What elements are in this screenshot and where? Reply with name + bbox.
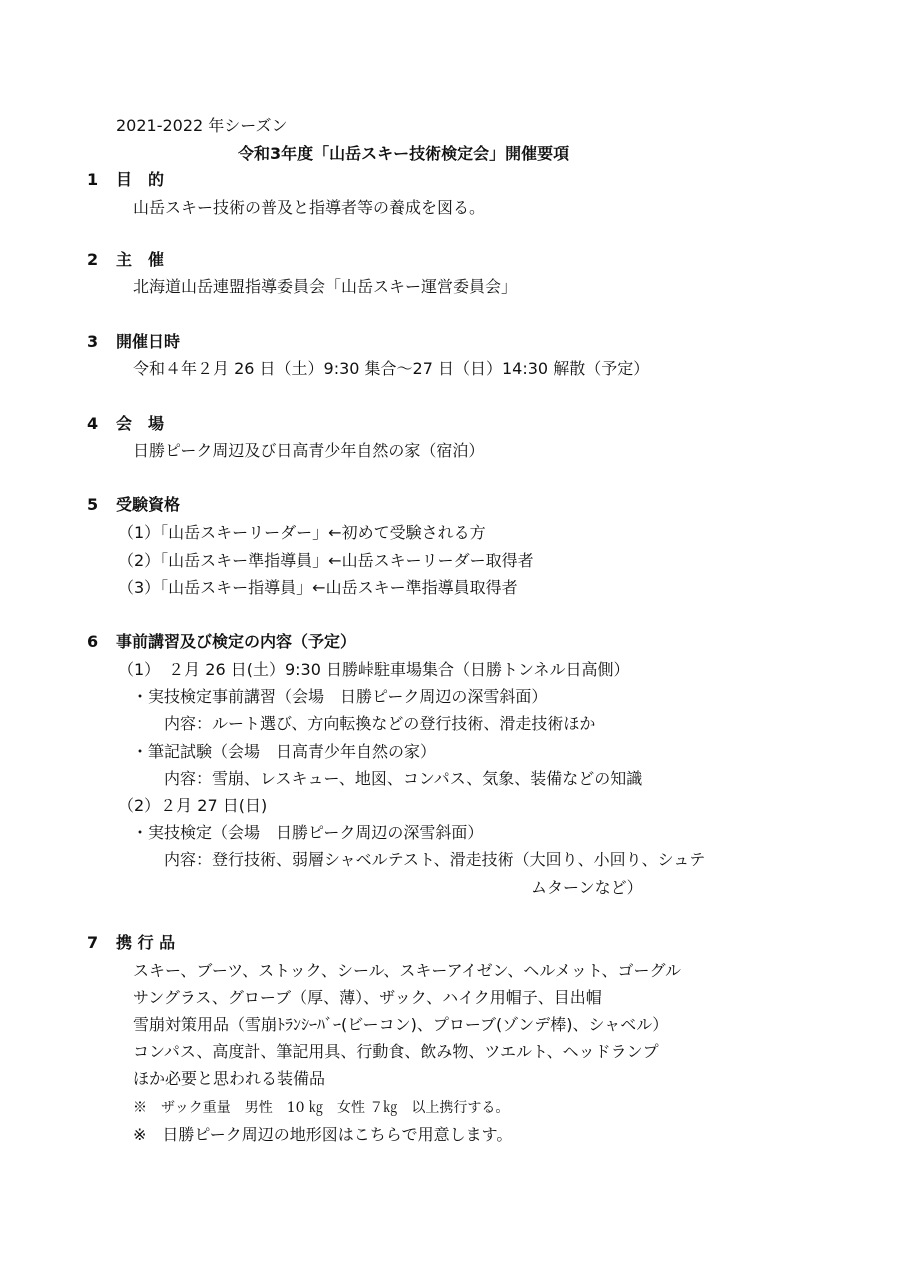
section-6-line: （2）２月 27 日(日): [118, 796, 268, 815]
section-6-line: ムターンなど）: [531, 878, 643, 897]
section-7-line: 雪崩対策用品（雪崩ﾄﾗﾝｼｰﾊﾞｰ(ビーコン)、プローブ(ゾンデ棒)、シャベル）: [133, 1015, 669, 1034]
section-1-line: 山岳スキー技術の普及と指導者等の養成を図る。: [133, 198, 486, 217]
section-5-heading: 受験資格: [116, 495, 181, 514]
section-4-number: 4: [87, 414, 99, 433]
section-7-note: ※ 日勝ピーク周辺の地形図はこちらで用意します。: [133, 1125, 513, 1144]
section-3-line: 令和４年２月 26 日（土）9:30 集合～27 日（日）14:30 解散（予定）: [133, 359, 650, 378]
section-7-heading: 携 行 品: [116, 933, 176, 952]
section-3-heading: 開催日時: [116, 332, 181, 351]
section-6-line: ・実技検定（会場 日勝ピーク周辺の深雪斜面）: [132, 823, 484, 842]
section-6-number: 6: [87, 632, 99, 651]
section-7-number: 7: [87, 933, 99, 952]
section-7-note: ※ ザック重量 男性 10 ㎏ 女性 ７㎏ 以上携行する。: [133, 1100, 510, 1116]
section-2-line: 北海道山岳連盟指導委員会「山岳スキー運営委員会」: [133, 277, 518, 296]
section-7-line: サングラス、グローブ（厚、薄）、ザック、ハイク用帽子、目出帽: [133, 988, 602, 1007]
section-6-line: （1） ２月 26 日(土）9:30 日勝峠駐車場集合（日勝トンネル日高側）: [118, 660, 630, 679]
section-4-line: 日勝ピーク周辺及び日高青少年自然の家（宿泊）: [133, 441, 485, 460]
section-7-line: スキー、ブーツ、ストック、シール、スキーアイゼン、ヘルメット、ゴーグル: [133, 961, 682, 980]
section-5-line: （2）「山岳スキー準指導員」←山岳スキーリーダー取得者: [118, 551, 534, 570]
section-7-line: ほか必要と思われる装備品: [133, 1069, 326, 1088]
section-1-number: 1: [87, 170, 99, 189]
section-3-number: 3: [87, 332, 99, 351]
section-6-heading: 事前講習及び検定の内容（予定）: [116, 632, 357, 651]
section-6-line: 内容：ルート選び、方向転換などの登行技術、滑走技術ほか: [164, 714, 596, 733]
section-6-line: 内容：登行技術、弱層シャベルテスト、滑走技術（大回り、小回り、シュテ: [164, 850, 706, 869]
section-5-line: （1）「山岳スキーリーダー」←初めて受験される方: [118, 523, 486, 542]
section-2-number: 2: [87, 250, 99, 269]
section-6-line: ・実技検定事前講習（会場 日勝ピーク周辺の深雪斜面）: [132, 687, 548, 706]
season-label: 2021-2022 年シーズン: [116, 116, 288, 135]
document-title: 令和3年度「山岳スキー技術検定会」開催要項: [238, 144, 570, 163]
section-5-line: （3）「山岳スキー指導員」←山岳スキー準指導員取得者: [118, 578, 518, 597]
section-4-heading: 会 場: [116, 414, 165, 433]
section-2-heading: 主 催: [116, 250, 165, 269]
section-1-heading: 目 的: [116, 170, 165, 189]
section-5-number: 5: [87, 495, 99, 514]
section-6-line: ・筆記試験（会場 日高青少年自然の家）: [132, 742, 437, 761]
section-6-line: 内容：雪崩、レスキュー、地図、コンパス、気象、装備などの知識: [164, 769, 643, 788]
section-7-line: コンパス、高度計、筆記用具、行動食、飲み物、ツエルト、ヘッドランプ: [133, 1042, 659, 1061]
